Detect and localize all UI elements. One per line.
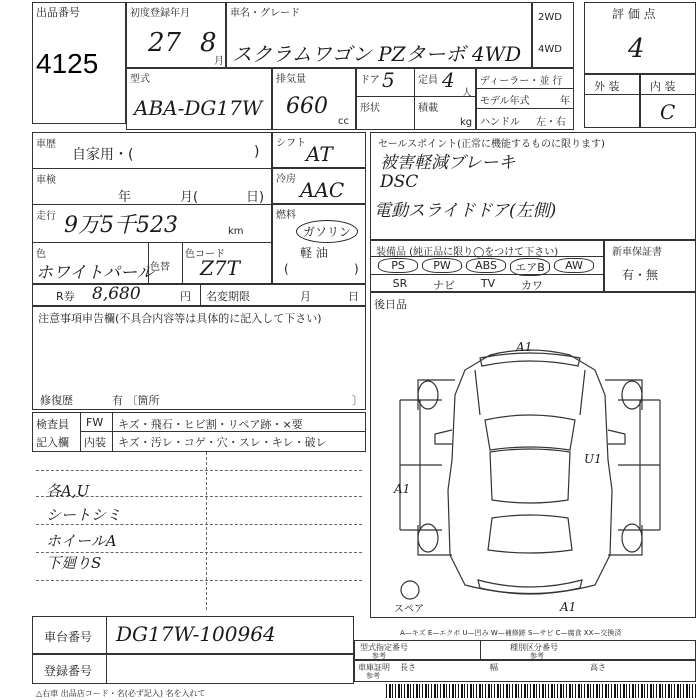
- displacement-unit: cc: [338, 116, 349, 127]
- color-label: 色: [36, 249, 46, 260]
- fuel-gasoline[interactable]: ガソリン: [296, 220, 358, 243]
- mark-bottom: A1: [560, 600, 577, 614]
- entry-note-2: シートシミ: [46, 506, 122, 524]
- recycle-unit: 円: [180, 290, 191, 303]
- mark-right: U1: [584, 452, 602, 466]
- recycle-label: R券: [56, 290, 75, 303]
- warranty-label: 新車保証書: [612, 247, 662, 258]
- grade-label: 評 価 点: [612, 7, 656, 21]
- interior-value: C: [660, 100, 676, 124]
- chassis-label: 車台番号: [44, 630, 93, 644]
- inspection-label: 車検: [36, 175, 56, 186]
- history-label: 車歴: [36, 139, 56, 150]
- dims-note: 参考: [366, 672, 380, 680]
- width-label: 幅: [490, 663, 498, 672]
- sales-item-3: 電動スライドドア(左側): [374, 201, 557, 221]
- equip-row2-2[interactable]: TV: [480, 277, 496, 290]
- height-label: 高さ: [590, 663, 606, 672]
- color-change-label: 色替: [150, 262, 170, 273]
- equip-row1-0[interactable]: PS: [378, 258, 418, 273]
- drive-2wd: 2WD: [538, 12, 562, 23]
- shape-label: 形状: [360, 103, 380, 114]
- inspection-day: 日): [246, 190, 265, 205]
- model-year-unit: 年: [560, 96, 570, 107]
- model-value: ABA-DG17W: [134, 96, 263, 120]
- repair-value: 有 〔箇所: [112, 394, 160, 407]
- model-label: 型式: [130, 74, 150, 85]
- designation-note: 参考: [372, 652, 386, 660]
- fuel-paren-close: ): [354, 262, 359, 276]
- entry-note-1: 各A,U: [46, 482, 90, 500]
- color-code-label: 色コード: [185, 249, 225, 260]
- drive-4wd[interactable]: 4WD: [538, 44, 562, 55]
- rear-title: 後日品: [374, 298, 407, 311]
- entry-label: 記入欄: [36, 436, 69, 449]
- car-name: スクラムワゴン PZターボ 4WD: [232, 42, 522, 66]
- displacement-label: 排気量: [276, 74, 306, 85]
- name-change-month: 月: [300, 290, 311, 303]
- model-year-label: モデル年式: [480, 96, 530, 107]
- equip-row1-1[interactable]: PW: [422, 258, 462, 273]
- fw-label: FW: [86, 416, 104, 429]
- inspector-label: 検査員: [36, 418, 69, 431]
- reg-month: 8: [200, 28, 217, 58]
- exterior-label: 外 装: [594, 80, 620, 93]
- ac-label: 冷房: [276, 174, 296, 185]
- capacity-unit: 人: [462, 88, 472, 99]
- category-label: 種別区分番号: [510, 643, 558, 652]
- mileage-label: 走行: [36, 211, 56, 222]
- sales-title: セールスポイント(正常に機能するものに限ります): [378, 139, 605, 150]
- name-change-label: 名変期限: [206, 290, 250, 303]
- repair-label: 修復歴: [40, 394, 73, 407]
- car-diagram: [380, 340, 680, 610]
- sales-item-1: 被害軽減ブレーキ: [380, 153, 516, 173]
- dims-label: 車庫証明: [358, 663, 390, 672]
- equip-row1-2[interactable]: ABS: [466, 258, 506, 273]
- equip-row2-0[interactable]: SR: [392, 277, 408, 290]
- repair-close: 〕: [352, 394, 363, 407]
- registration-label: 登録番号: [44, 664, 93, 678]
- name-change-day: 日: [348, 290, 359, 303]
- color-value: ホワイトパール: [36, 263, 154, 283]
- lot-number: 4125: [36, 48, 99, 79]
- door-label: ドア: [360, 75, 380, 86]
- reg-label: 初度登録年月: [130, 8, 190, 19]
- interior-inspect-label: 内装: [84, 436, 106, 449]
- mileage-value: 9万5千523: [64, 213, 178, 238]
- designation-label: 型式指定番号: [360, 643, 408, 652]
- equip-row1-3[interactable]: エアB: [510, 258, 550, 276]
- mileage-unit: km: [228, 226, 244, 237]
- handle-label: ハンドル: [480, 117, 520, 128]
- mark-top: A1: [516, 340, 533, 354]
- barcode: [386, 684, 696, 698]
- name-label: 車名・グレード: [230, 8, 300, 19]
- fuel-paren-open: (: [284, 262, 289, 276]
- fw-desc: キズ・飛石・ヒビ割・リペア跡・×要: [118, 418, 303, 431]
- entry-note-3: ホイールA: [46, 532, 117, 550]
- mark-left: A1: [394, 482, 411, 496]
- capacity-value: 4: [442, 68, 455, 92]
- lot-label: 出品番号: [36, 6, 80, 19]
- dealer-label: ディーラー・並 行: [480, 76, 563, 87]
- history-close: ): [254, 144, 260, 160]
- history-value: 自家用・(: [72, 147, 134, 163]
- length-label: 長さ: [400, 663, 416, 672]
- fuel-light-oil: 軽 油: [300, 246, 328, 260]
- load-unit: kg: [460, 117, 473, 128]
- spare-label: スペア: [394, 604, 424, 615]
- equip-row2-3[interactable]: カワ: [521, 279, 543, 292]
- entry-note-4: 下廻りS: [46, 554, 102, 572]
- displacement-value: 660: [286, 94, 328, 119]
- fuel-label: 燃料: [276, 210, 296, 221]
- shift-label: シフト: [276, 138, 306, 149]
- handle-value: 左・右: [536, 117, 566, 128]
- shift-value: AT: [306, 142, 333, 166]
- reg-year: 27: [148, 28, 182, 58]
- interior-inspect-desc: キズ・汚レ・コゲ・穴・スレ・キレ・破レ: [118, 436, 327, 449]
- legend-text: A—キズ E—エクボ U—凹み W—補修跡 S—サビ C—腐食 XX—交換済: [400, 629, 622, 637]
- recycle-row: [32, 284, 366, 306]
- chassis-value: DG17W-100964: [116, 622, 276, 646]
- capacity-label: 定員: [418, 75, 438, 86]
- reg-month-unit: 月: [214, 56, 224, 67]
- warranty-value[interactable]: 有・無: [622, 268, 659, 282]
- sales-item-2: DSC: [380, 172, 419, 192]
- equip-row2-1[interactable]: ナビ: [433, 279, 455, 292]
- load-label: 積載: [418, 103, 438, 114]
- category-note: 参考: [530, 652, 544, 660]
- inspection-month: 月(: [180, 190, 199, 205]
- equipment-title: 装備品 (純正品に限り◯をつけて下さい): [376, 247, 559, 258]
- ac-value: AAC: [300, 178, 345, 202]
- inspection-year: 年: [118, 190, 132, 205]
- equip-row1-4[interactable]: AW: [554, 258, 594, 273]
- interior-label: 内 装: [650, 80, 676, 93]
- grade-value: 4: [628, 34, 645, 64]
- recycle-value: 8,680: [92, 284, 141, 304]
- bottom-strip: △右車 出品店コード・名(必ず記入) 名を入れて: [36, 689, 206, 698]
- color-code-value: Z7T: [200, 256, 240, 280]
- door-value: 5: [382, 68, 395, 92]
- notes-title: 注意事項申告欄(不具合内容等は具体的に記入して下さい): [38, 312, 322, 325]
